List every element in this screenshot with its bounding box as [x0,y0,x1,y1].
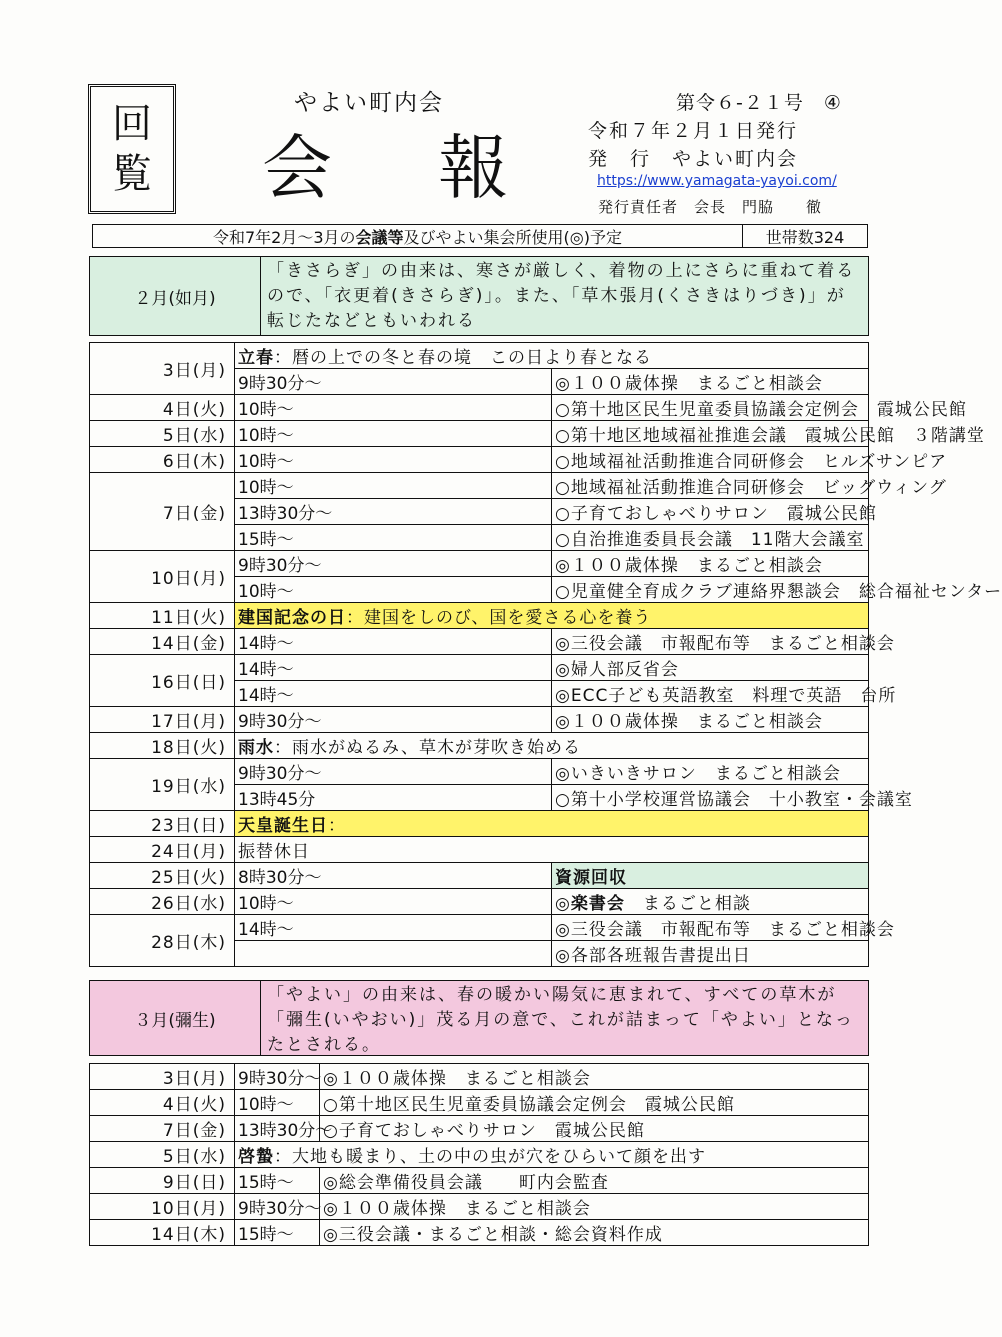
row-date: 3日(月) [90,1064,235,1090]
table-row [90,551,869,577]
row-time: 15時～ [235,1220,320,1246]
event-text: ○子育ておしゃべりサロン 霞城公民館 [555,504,877,524]
table-row [90,811,869,837]
event-text: ○児童健全育成クラブ連絡界懇談会 総合福祉センター [555,582,1002,602]
table-row [90,1064,869,1090]
row-time: 10時～ [235,577,552,603]
row-time: 9時30分～ [235,369,552,395]
event-text: ○第十地区民生児童委員協議会定例会 霞城公民館 [555,400,967,420]
caption-pre: 令和7年2月～3月の [212,227,356,247]
issue-number: 第令６-２１号 ④ [676,92,842,114]
table-row [90,1142,869,1168]
row-event [320,1116,869,1142]
event-text: ○子育ておしゃべりサロン 霞城公民館 [323,1121,645,1141]
event-text: ○第十小学校運営協議会 十小教室・会議室 [555,790,913,810]
row-event [552,655,869,681]
household-count: 世帯数324 [765,227,845,247]
row-date: 10日(月) [90,551,235,603]
page-title: 会 報 [262,127,551,209]
row-time: 10時～ [235,421,552,447]
month-name: ３月(彌生) [90,981,261,1055]
event-label: 雨水 [238,738,274,758]
row-date: 18日(火) [90,733,235,759]
row-event [235,603,869,629]
row-event [320,1064,869,1090]
table-row [90,707,869,733]
month-description: 「きさらぎ」の由来は、寒さが厳しく、着物の上にさらに重ねて着るので、「衣更着(きさらぎ)」。また、「草木張月(くさきはりづき)」が転じたなどともいわれる [267,261,856,331]
event-text: ◎各部各班報告書提出日 [555,946,751,966]
row-date: 26日(水) [90,889,235,915]
row-event [552,395,967,421]
row-event [552,577,1002,603]
row-event [552,421,985,447]
event-bold: 楽書会 [570,894,625,914]
event-label: 天皇誕生日 [238,816,328,836]
kairan-box [88,84,176,214]
row-event [552,629,895,655]
table-row [90,837,869,863]
row-date: 14日(木) [90,1220,235,1246]
row-event [552,473,947,499]
schedule-caption [93,225,743,247]
event-text: ◎１００歳体操 まるごと相談会 [323,1069,591,1089]
table-row [90,447,869,473]
table-row [90,395,869,421]
caption-post: 及びやよい集会所使用(◎)予定 [403,227,622,247]
row-time: 9時30分～ [235,551,552,577]
row-event [235,811,869,837]
event-text: ：大地も暖まり、土の中の虫が穴をひらいて顔を出す [274,1147,706,1167]
row-time: 10時～ [235,889,552,915]
february-schedule-table [89,342,1002,967]
row-date: 25日(火) [90,863,235,889]
row-time: 10時～ [235,473,552,499]
row-date: 10日(月) [90,1194,235,1220]
row-event [552,889,869,915]
event-text: 振替休日 [238,842,310,862]
event-text: ◎三役会議 市報配布等 まるごと相談会 [555,634,895,654]
event-text: 資源回収 [555,868,627,888]
event-text: まるごと相談 [624,894,751,914]
row-time: 15時～ [235,1168,320,1194]
table-row [90,733,869,759]
month-name: ２月(如月) [90,257,261,335]
row-time: 15時～ [235,525,552,551]
row-event [552,447,948,473]
event-text: ○自治推進委員長会議 11階大会議室 [555,530,865,550]
kairan-char-2: 覧 [112,151,152,197]
row-time: 10時～ [235,1090,320,1116]
row-event [320,1168,869,1194]
row-event [552,551,869,577]
kairan-char-1: 回 [112,101,152,147]
row-date: 24日(月) [90,837,235,863]
row-time [235,941,552,967]
row-event [320,1220,869,1246]
table-row [90,1194,869,1220]
row-date: 16日(日) [90,655,235,707]
publisher: 発 行 やよい町内会 [588,148,799,170]
row-event [320,1194,869,1220]
row-time: 9時30分～ [235,1064,320,1090]
row-event [552,785,913,811]
table-row [90,759,869,785]
month-header-march [89,980,869,1056]
table-row [90,655,869,681]
row-event [235,837,869,863]
responsible-person: 発行責任者 会長 門脇 徹 [598,198,823,216]
event-text: ◎１００歳体操 まるごと相談会 [555,556,823,576]
row-event [235,343,869,369]
event-text: ○地域福祉活動推進合同研修会 ヒルズサンピア [555,452,948,472]
event-label: 立春 [238,348,274,368]
row-event [320,1090,869,1116]
table-row [90,343,869,369]
event-text: ○地域福祉活動推進合同研修会 ビッグウィング [555,478,947,498]
table-row [90,421,869,447]
row-time: 14時～ [235,681,552,707]
schedule-header-bar [92,224,868,248]
event-text: ：建国をしのび、国を愛さる心を養う [346,608,652,628]
event-text: ：暦の上での冬と春の境 この日より春となる [274,348,652,368]
row-date: 17日(月) [90,707,235,733]
row-date: 5日(水) [90,1142,235,1168]
table-row [90,603,869,629]
row-event [235,733,869,759]
table-row [90,473,869,499]
table-row [90,1116,869,1142]
website-link[interactable]: https://www.yamagata-yayoi.com/ [597,173,837,189]
row-date: 11日(火) [90,603,235,629]
row-event [552,707,869,733]
row-time: 13時30分～ [235,499,552,525]
event-text: ：雨水がぬるみ、草木が芽吹き始める [274,738,582,758]
event-text: ◎ECC子ども英語教室 料理で英語 台所 [555,686,897,706]
issue-date: 令和７年２月１日発行 [588,120,799,142]
row-time: 8時30分～ [235,863,552,889]
row-event [552,499,877,525]
march-schedule-table [89,1063,869,1246]
event-text: ◎総会準備役員会議 町内会監査 [323,1173,609,1193]
row-time: 9時30分～ [235,707,552,733]
row-event [552,369,869,395]
row-time: 10時～ [235,447,552,473]
row-time: 9時30分～ [235,759,552,785]
table-row [90,1168,869,1194]
month-description: 「やよい」の由来は、春の暖かい陽気に恵まれて、すべての草木が「彌生(いやおい)」茂る月の意で、これが詰まって「やよい」となったとされる。 [267,985,854,1055]
row-date: 23日(日) [90,811,235,837]
event-label: 啓蟄 [238,1147,274,1167]
row-date: 19日(水) [90,759,235,811]
row-event [552,941,869,967]
row-date: 28日(木) [90,915,235,967]
table-row [90,1090,869,1116]
month-header-february [89,256,869,336]
table-row [90,915,869,941]
event-text: ◎１００歳体操 まるごと相談会 [555,374,823,394]
row-event [552,863,869,889]
row-date: 6日(木) [90,447,235,473]
row-time: 14時～ [235,655,552,681]
row-date: 9日(日) [90,1168,235,1194]
row-time: 13時45分 [235,785,552,811]
row-date: 5日(水) [90,421,235,447]
row-date: 4日(火) [90,1090,235,1116]
event-text: ◎三役会議・まるごと相談・総会資料作成 [323,1225,663,1245]
row-time: 13時30分～ [235,1116,320,1142]
event-text: ◎いきいきサロン まるごと相談会 [555,764,841,784]
row-date: 7日(金) [90,1116,235,1142]
row-event [552,915,895,941]
row-event [552,681,897,707]
table-row [90,863,869,889]
row-date: 7日(金) [90,473,235,551]
row-event [235,1142,869,1168]
row-time: 14時～ [235,629,552,655]
org-name: やよい町内会 [294,90,444,116]
row-date: 14日(金) [90,629,235,655]
row-event [552,759,869,785]
event-text: ： [328,816,346,836]
event-text: ◎１００歳体操 まるごと相談会 [555,712,823,732]
event-mark: ◎ [555,894,571,914]
table-row [90,889,869,915]
event-text: ○第十地区民生児童委員協議会定例会 霞城公民館 [323,1095,735,1115]
row-date: 3日(月) [90,343,235,395]
row-time: 9時30分～ [235,1194,320,1220]
event-text: ◎婦人部反省会 [555,660,679,680]
caption-bold: 会議等 [355,227,404,247]
table-row [90,1220,869,1246]
event-label: 建国記念の日 [238,608,346,628]
row-date: 4日(火) [90,395,235,421]
row-time: 10時～ [235,395,552,421]
row-time: 14時～ [235,915,552,941]
event-text: ○第十地区地域福祉推進会議 霞城公民館 ３階講堂 [555,426,985,446]
event-text: ◎三役会議 市報配布等 まるごと相談会 [555,920,895,940]
event-text: ◎１００歳体操 まるごと相談会 [323,1199,591,1219]
row-event [552,525,869,551]
table-row [90,629,869,655]
